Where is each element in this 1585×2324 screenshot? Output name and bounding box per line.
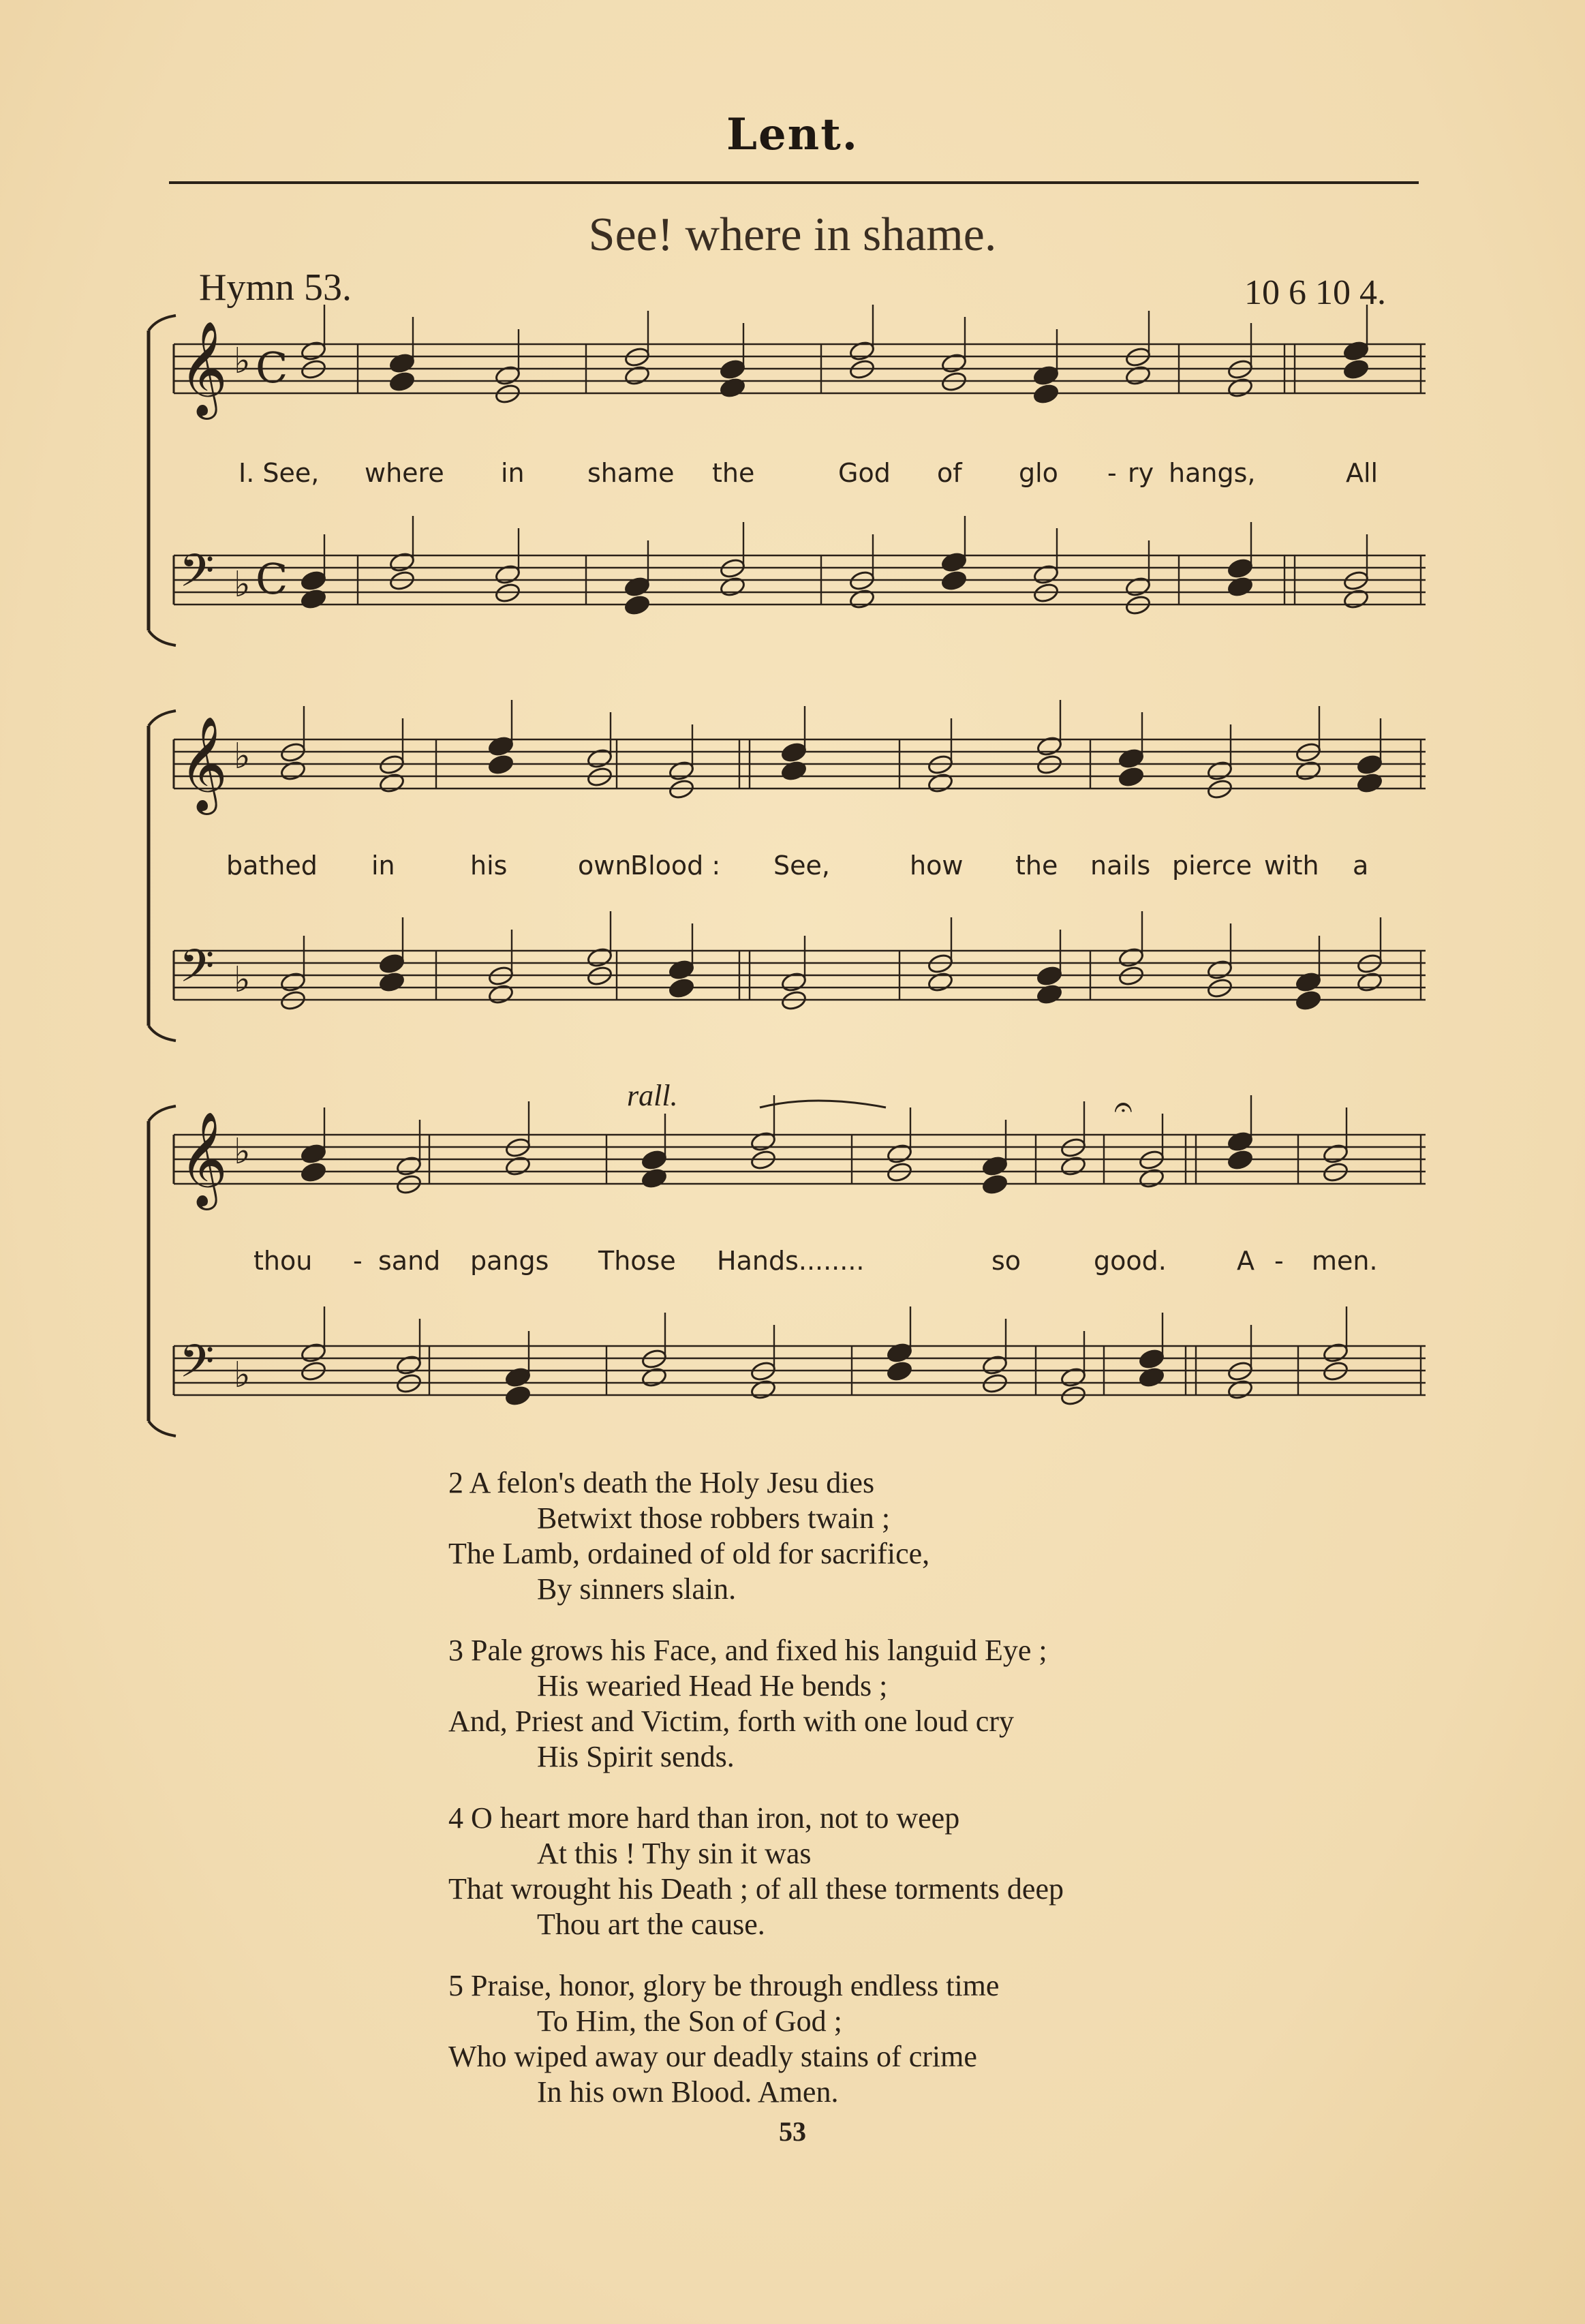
note-head — [641, 1167, 667, 1189]
note-head — [981, 1354, 1008, 1376]
note-head — [1227, 1379, 1253, 1401]
note-head — [668, 959, 694, 981]
note-head — [927, 772, 953, 794]
note-head — [1036, 965, 1062, 987]
lyric-syllable: in — [501, 458, 525, 488]
note-head — [586, 748, 613, 769]
note-head — [586, 947, 613, 968]
note-head — [504, 1155, 531, 1177]
lyric-syllable: men. — [1312, 1246, 1378, 1276]
note-head — [940, 352, 967, 374]
bracket-hook — [149, 630, 176, 645]
hymn-number: Hymn 53. — [199, 266, 352, 309]
fermata-icon: 𝄐 — [1114, 1088, 1133, 1126]
note-head — [504, 1366, 531, 1388]
verse-line: The Lamb, ordained of old for sacrifice, — [448, 1537, 930, 1570]
note-head — [886, 1360, 912, 1382]
note-head — [1036, 983, 1062, 1005]
verse-line: His wearied Head He bends ; — [537, 1669, 888, 1702]
bracket-hook — [149, 316, 176, 331]
note-head — [1227, 1149, 1253, 1171]
treble-clef-icon: 𝄞 — [179, 321, 228, 416]
verses — [414, 1465, 1064, 2136]
flat-icon: ♭ — [234, 341, 251, 382]
note-head — [1036, 735, 1062, 757]
note-head — [395, 1155, 422, 1177]
lyric-syllable: the — [712, 458, 755, 488]
lyric-syllable: hangs, — [1169, 458, 1256, 488]
note-head — [494, 365, 521, 386]
lyric-syllable: a — [1353, 851, 1369, 881]
lyric-syllable: the — [1015, 851, 1058, 881]
note-head — [279, 971, 306, 993]
lyric-syllable: with — [1264, 851, 1319, 881]
note-head — [624, 594, 650, 616]
note-head — [487, 983, 514, 1005]
note-head — [719, 377, 745, 399]
lyric-syllable: his — [470, 851, 508, 881]
bass-clef-icon: 𝄢 — [179, 940, 215, 1003]
note-head — [1118, 766, 1144, 788]
lyric-syllable: where — [365, 458, 444, 488]
lyric-syllable: See, — [773, 851, 830, 881]
note-head — [1342, 340, 1369, 362]
note-head — [378, 953, 405, 975]
note-head — [1032, 365, 1059, 386]
treble-clef-icon: 𝄞 — [179, 716, 228, 811]
slur — [760, 1101, 886, 1107]
lyric-syllable: I. See, — [238, 458, 320, 488]
meter: 10 6 10 4. — [1244, 273, 1386, 312]
common-time-icon: C — [256, 343, 288, 393]
note-head — [1356, 754, 1383, 776]
lyric-syllable: pangs — [470, 1246, 549, 1276]
note-head — [300, 570, 326, 592]
running-head: Lent. — [726, 109, 859, 160]
note-head — [1227, 576, 1253, 598]
note-head — [1206, 959, 1233, 981]
verse-line: That wrought his Death ; of all these torments deep — [448, 1872, 1064, 1906]
verse-line: Betwixt those robbers twain ; — [537, 1501, 891, 1535]
lyric-syllable: A — [1237, 1246, 1255, 1276]
verse-line: 2 A felon's death the Holy Jesu dies — [448, 1466, 875, 1499]
note-head — [1118, 947, 1144, 968]
verse — [414, 1801, 1064, 1942]
flat-icon: ♭ — [234, 1355, 251, 1396]
note-head — [1322, 1342, 1349, 1364]
note-head — [1295, 971, 1321, 993]
lyric-syllable: nails — [1090, 851, 1151, 881]
note-head — [1124, 576, 1151, 598]
lyric-syllable: pierce — [1172, 851, 1252, 881]
lyric-syllable: of — [937, 458, 962, 488]
note-head — [1227, 377, 1253, 399]
note-head — [1227, 1131, 1253, 1152]
flat-icon: ♭ — [234, 564, 251, 605]
verse-line: 4 O heart more hard than iron, not to weep — [448, 1801, 960, 1835]
bass-clef-icon: 𝄢 — [179, 545, 215, 608]
note-head — [1060, 1366, 1086, 1388]
note-head — [641, 1366, 667, 1388]
tempo-mark: rall. — [627, 1079, 678, 1112]
lyric-syllable: so — [991, 1246, 1021, 1276]
note-head — [1206, 760, 1233, 782]
lyric-syllable: thou — [253, 1246, 313, 1276]
note-head — [848, 340, 875, 362]
note-head — [750, 1131, 776, 1152]
note-head — [300, 340, 326, 362]
lyric-syllable: - — [1107, 458, 1117, 488]
lyric-syllable: - — [353, 1246, 363, 1276]
note-head — [1342, 358, 1369, 380]
verse-line: And, Priest and Victim, forth with one loud cry — [448, 1704, 1014, 1738]
bracket-hook — [149, 1421, 176, 1436]
note-head — [1118, 748, 1144, 769]
verse-line: Thou art the cause. — [537, 1908, 765, 1941]
note-head — [750, 1379, 776, 1401]
verse — [414, 1968, 1064, 2110]
lyric-syllable: - — [1274, 1246, 1284, 1276]
note-head — [668, 977, 694, 999]
note-head — [1322, 1143, 1349, 1165]
note-head — [487, 754, 514, 776]
note-head — [1295, 760, 1321, 782]
note-head — [504, 1385, 531, 1407]
bracket-hook — [149, 1026, 176, 1041]
note-head — [1227, 557, 1253, 579]
note-head — [1032, 383, 1059, 405]
lyric-syllable: sand — [378, 1246, 441, 1276]
note-head — [279, 760, 306, 782]
verse-line: His Spirit sends. — [537, 1740, 735, 1773]
note-head — [1060, 1155, 1086, 1177]
hymn-title: See! where in shame. — [588, 209, 997, 261]
note-head — [300, 1143, 326, 1165]
note-head — [641, 1149, 667, 1171]
note-head — [780, 760, 807, 782]
note-head — [1356, 772, 1383, 794]
bass-clef-icon: 𝄢 — [179, 1335, 215, 1398]
page-number: 53 — [779, 2116, 806, 2147]
flat-icon: ♭ — [234, 1131, 251, 1172]
note-head — [395, 1354, 422, 1376]
common-time-icon: C — [256, 554, 288, 604]
note-head — [886, 1342, 912, 1364]
note-head — [487, 735, 514, 757]
lyric-syllable: glo — [1019, 458, 1058, 488]
verse-line: At this ! Thy sin it was — [537, 1837, 812, 1870]
verse-line: In his own Blood. Amen. — [537, 2075, 839, 2109]
lyric-syllable: shame — [587, 458, 675, 488]
note-head — [388, 551, 415, 573]
note-head — [1342, 588, 1369, 610]
flat-icon: ♭ — [234, 960, 251, 1000]
note-head — [940, 551, 967, 573]
note-head — [719, 358, 745, 380]
note-head — [780, 971, 807, 993]
note-head — [927, 971, 953, 993]
verse-line: Who wiped away our deadly stains of crime — [448, 2040, 977, 2073]
verse — [414, 1633, 1064, 1775]
note-head — [940, 570, 967, 592]
note-head — [1124, 365, 1151, 386]
lyric-syllable: ry — [1128, 458, 1154, 488]
verse — [414, 1465, 1064, 1607]
note-head — [300, 1161, 326, 1183]
note-head — [624, 365, 650, 386]
lyric-syllable: Those — [598, 1246, 676, 1276]
note-head — [668, 760, 694, 782]
note-head — [981, 1174, 1008, 1195]
lyric-syllable: how — [910, 851, 964, 881]
verse-line: 5 Praise, honor, glory be through endless time — [448, 1969, 1000, 2002]
note-head — [780, 741, 807, 763]
note-head — [1138, 1348, 1165, 1370]
note-head — [388, 352, 415, 374]
note-head — [624, 576, 650, 598]
note-head — [1138, 1366, 1165, 1388]
note-head — [886, 1143, 912, 1165]
bracket-hook — [149, 711, 176, 726]
verse-line: To Him, the Son of God ; — [537, 2004, 842, 2038]
lyric-syllable: God — [838, 458, 891, 488]
lyric-syllable: bathed — [226, 851, 318, 881]
note-head — [300, 588, 326, 610]
note-head — [848, 588, 875, 610]
note-head — [981, 1155, 1008, 1177]
note-head — [494, 564, 521, 585]
lyric-syllable: in — [371, 851, 395, 881]
treble-clef-icon: 𝄞 — [179, 1112, 228, 1206]
bracket-hook — [149, 1106, 176, 1121]
lyric-syllable: own — [578, 851, 632, 881]
note-head — [1356, 971, 1383, 993]
note-head — [1032, 564, 1059, 585]
note-head — [300, 1342, 326, 1364]
lyric-syllable: Blood : — [630, 851, 721, 881]
verse-line: 3 Pale grows his Face, and fixed his languid Eye ; — [448, 1634, 1047, 1667]
flat-icon: ♭ — [234, 736, 251, 777]
note-head — [1138, 1167, 1165, 1189]
lyric-syllable: good. — [1094, 1246, 1167, 1276]
verse-line: By sinners slain. — [537, 1572, 737, 1606]
lyric-syllable: Hands........ — [717, 1246, 865, 1276]
note-head — [719, 576, 745, 598]
note-head — [378, 971, 405, 993]
note-head — [1295, 990, 1321, 1011]
note-head — [378, 772, 405, 794]
note-head — [388, 371, 415, 393]
lyric-syllable: All — [1346, 458, 1379, 488]
